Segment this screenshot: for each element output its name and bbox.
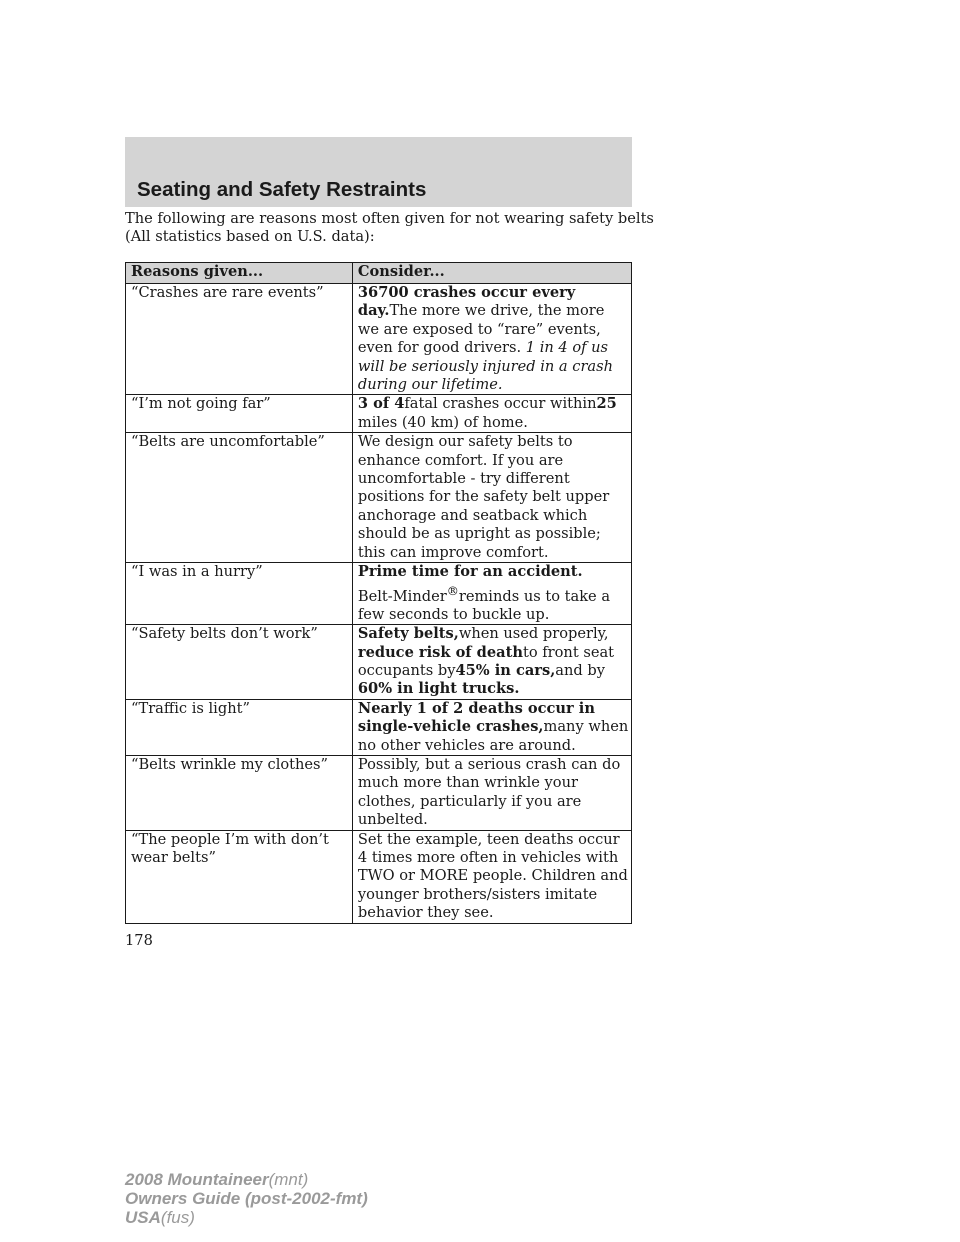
reason-cell: “Safety belts don’t work”	[126, 625, 353, 700]
consider-text: Belt-Minder	[357, 587, 447, 605]
consider-emphasis: 3 of 4	[357, 395, 405, 413]
document-footer	[125, 1170, 368, 1227]
table-row	[126, 433, 632, 563]
reason-cell: “Traffic is light”	[126, 699, 353, 755]
reason-cell: “Crashes are rare events”	[126, 284, 353, 395]
reason-cell: “I was in a hurry”	[126, 563, 353, 625]
reason-cell	[126, 830, 353, 923]
consider-emphasis: Prime time for an accident.	[357, 563, 583, 581]
consider-cell	[352, 563, 631, 625]
consider-text: when used properly,	[458, 625, 609, 643]
intro-line-1: The following are reasons most often given for not wearing safety belts	[125, 210, 654, 227]
footer-model-code: (mnt)	[268, 1170, 309, 1189]
header-reasons-given: Reasons given...	[126, 263, 353, 284]
reason-line: “The people I’m with don’t	[131, 830, 329, 848]
registered-mark: ®	[446, 583, 459, 598]
footer-model: 2008 Mountaineer	[125, 1170, 269, 1189]
reason-cell: “Belts are uncomfortable”	[126, 433, 353, 563]
table-row	[126, 756, 632, 831]
reason-line: wear belts”	[131, 849, 216, 867]
consider-cell: Set the example, teen deaths occur 4 times more often in vehicles with TWO or MORE people. Children and younger brothers/sisters imitate behavior they see.	[352, 830, 631, 923]
consider-italic: 1 in 4 of us will be seriously injured in a crash during our lifetime.	[357, 339, 614, 394]
footer-guide: Owners Guide (post-2002-fmt)	[125, 1189, 368, 1208]
footer-market: USA	[125, 1208, 161, 1227]
header-consider: Consider...	[352, 263, 631, 284]
consider-text: and by	[555, 661, 605, 679]
consider-cell	[352, 395, 631, 433]
consider-emphasis: Nearly 1 of 2 deaths occur in single-vehicle crashes,	[357, 699, 595, 736]
intro-line-2: (All statistics based on U.S. data):	[125, 228, 375, 245]
table-row	[126, 699, 632, 755]
intro-paragraph	[125, 210, 654, 246]
footer-line-2	[125, 1189, 368, 1208]
consider-text: The more we drive, the more we are exposed to “rare” events, even for good drivers.	[357, 302, 605, 357]
table-row	[126, 830, 632, 923]
table-row	[126, 395, 632, 433]
consider-emphasis: reduce risk of death	[357, 643, 523, 661]
consider-cell: We design our safety belts to enhance comfort. If you are uncomfortable - try different positions for the safety belt upper anchorage and seatback which should be as upright as possible; this can improve comfort.	[352, 433, 631, 563]
consider-text: reminds us to take a few seconds to buckle up.	[357, 587, 611, 623]
table-row	[126, 563, 632, 625]
consider-text: to front seat occupants by	[357, 643, 615, 679]
consider-emphasis: Safety belts,	[357, 625, 459, 643]
consider-emphasis: 60% in light trucks.	[357, 680, 520, 698]
page-number: 178	[125, 932, 153, 949]
consider-emphasis: 36700 crashes occur every day.	[357, 284, 576, 320]
consider-text: fatal crashes occur within	[404, 395, 597, 413]
footer-line-3	[125, 1208, 368, 1227]
table-header-row	[126, 263, 632, 284]
consider-emphasis: 45% in cars,	[455, 661, 556, 679]
table-row	[126, 625, 632, 700]
section-header-band	[125, 137, 632, 207]
table-row	[126, 284, 632, 395]
section-title: Seating and Safety Restraints	[137, 178, 427, 201]
footer-line-1	[125, 1170, 368, 1189]
footer-market-code: (fus)	[160, 1208, 195, 1227]
consider-text: many when no other vehicles are around.	[357, 718, 629, 754]
consider-emphasis: 25	[596, 395, 617, 413]
reasons-table	[125, 262, 632, 924]
consider-cell: Possibly, but a serious crash can do much more than wrinkle your clothes, particularly if you are unbelted.	[352, 756, 631, 831]
reason-cell: “Belts wrinkle my clothes”	[126, 756, 353, 831]
consider-cell	[352, 699, 631, 755]
reason-cell: “I’m not going far”	[126, 395, 353, 433]
consider-text: miles (40 km) of home.	[357, 413, 528, 431]
consider-cell	[352, 625, 631, 700]
consider-cell	[352, 284, 631, 395]
